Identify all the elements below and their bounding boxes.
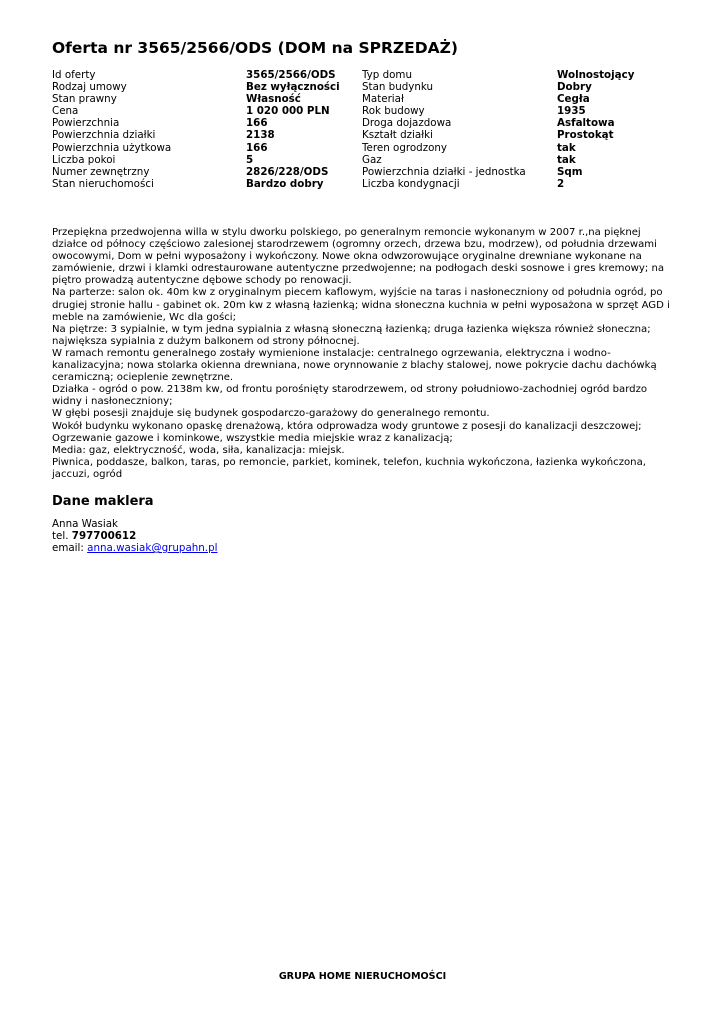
description-paragraph: Ogrzewanie gazowe i kominkowe, wszystkie media miejskie wraz z kanalizacją; [52, 432, 453, 444]
property-label: Rodzaj umowy [52, 81, 127, 94]
property-value: 166 [246, 117, 268, 130]
description-paragraph: Media: gaz, elektryczność, woda, siła, kanalizacja: miejsk. [52, 444, 345, 456]
property-label: Powierzchnia [52, 117, 120, 130]
property-label: Stan nieruchomości [52, 177, 154, 190]
property-label: Powierzchnia działki - jednostka [362, 165, 526, 178]
property-label: Stan budynku [362, 81, 434, 94]
property-label: Materiał [362, 93, 404, 106]
property-value: tak [557, 153, 576, 166]
property-value: Wolnostojący [557, 69, 635, 81]
property-label: Typ domu [362, 69, 412, 81]
property-value: tak [557, 141, 576, 154]
agent-email-link[interactable]: anna.wasiak@grupahn.pl [87, 542, 218, 555]
description-paragraph: Piwnica, poddasze, balkon, taras, po remoncie, parkiet, kominek, telefon, kuchnia wykończona, łazienka wykończona, jaccuzi, ogród [52, 456, 646, 480]
property-value: Sqm [557, 165, 583, 178]
description-paragraph: Na parterze: salon ok. 40m kw z oryginalnym piecem kaflowym, wyjście na taras i nasłoneczniony od południa ogród, po drugiej stronie hallu - gabinet ok. 20m kw z własną łazienką; widna słoneczna kuchnia w pełni wyposażona w sprzęt AGD i meble na zamówienie, Wc dla gości; [52, 287, 670, 323]
footer-company: GRUPA HOME NIERUCHOMOŚCI [278, 971, 447, 982]
property-value: Cegła [557, 93, 590, 106]
agent-contact [52, 518, 217, 554]
property-value: 1935 [557, 105, 586, 118]
property-label: Powierzchnia działki [52, 129, 156, 142]
property-value: 2138 [246, 129, 275, 142]
agent-name: Anna Wasiak [52, 518, 119, 530]
property-value: 3565/2566/ODS [246, 69, 336, 81]
property-value: 2826/228/ODS [246, 165, 329, 178]
property-label: Kształt działki [362, 129, 433, 142]
property-label: Rok budowy [362, 105, 425, 118]
property-label: Numer zewnętrzny [52, 165, 150, 178]
agent-email-line [52, 542, 217, 554]
property-label: Gaz [362, 153, 382, 166]
description-paragraph: W głębi posesji znajduje się budynek gospodarczo-garażowy do generalnego remontu. [52, 408, 490, 420]
agent-heading: Dane maklera [52, 494, 154, 509]
property-value: 166 [246, 141, 268, 154]
agent-phone: 797700612 [71, 530, 137, 543]
description-paragraph: Na piętrze: 3 sypialnie, w tym jedna sypialnia z własną słoneczną łazienką; druga łazienka większa również słoneczna; największa sypialnia z dużym balkonem od strony północnej. [52, 323, 651, 347]
phone-label: tel. [52, 530, 72, 543]
property-value: 1 020 000 PLN [246, 105, 330, 118]
property-value: 2 [557, 177, 565, 190]
property-value: 5 [246, 153, 254, 166]
property-label: Liczba kondygnacji [362, 177, 460, 190]
property-label: Stan prawny [52, 93, 117, 106]
property-label: Droga dojazdowa [362, 117, 452, 130]
property-value: Bardzo dobry [246, 177, 324, 190]
description-paragraph: W ramach remontu generalnego zostały wymienione instalacje: centralnego ogrzewania, elektryczna i wodno-kanalizacyjna; nowa stolarka okienna drewniana, nowe orynnowanie z blachy stalowej, nowe pokrycie dachu dachówką ceramiczną; ocieplenie zewnętrzne. [52, 347, 657, 384]
property-label: Id oferty [52, 69, 96, 81]
description-paragraph: Wokół budynku wykonano opaskę drenażową, która odprowadza wody gruntowe z posesji do kanalizacji deszczowej; [52, 420, 642, 432]
property-label: Cena [52, 105, 79, 118]
property-value: Prostokąt [557, 129, 614, 142]
description-paragraph: Działka - ogród o pow. 2138m kw, od frontu porośnięty starodrzewem, od strony południowo-zachodniej ogród bardzo widny i nasłoneczniony; [52, 384, 648, 408]
property-label: Powierzchnia użytkowa [52, 141, 172, 154]
property-value: Bez wyłączności [246, 81, 340, 94]
property-label: Teren ogrodzony [362, 141, 448, 154]
property-label: Liczba pokoi [52, 153, 116, 166]
description [52, 227, 672, 481]
email-label: email: [52, 542, 88, 555]
property-value: Własność [246, 93, 301, 106]
property-value: Asfaltowa [557, 117, 615, 130]
property-value: Dobry [557, 81, 592, 94]
page-title: Oferta nr 3565/2566/ODS (DOM na SPRZEDAŻ) [52, 39, 458, 57]
agent-phone-line [52, 530, 217, 542]
description-paragraph: Przepiękna przedwojenna willa w stylu dworku polskiego, po generalnym remoncie wykonanym w 2007 r.,na pięknej działce od północy częściowo zalesionej starodrzewem (ogromny orzech, drzewa bzu, modrzew), od południa drzewami owocowymi, Dom w pełni wyposażony i wykończony. Nowe okna odwzorowujące oryginalne drewniane wykonane na zamówienie, drzwi i klamki odrestaurowane autentyczne przedwojenne; na podłogach deski sosnowe i gres kremowy; na piętro prowadzą autentyczne dębowe schody po renowacji. [52, 227, 665, 287]
